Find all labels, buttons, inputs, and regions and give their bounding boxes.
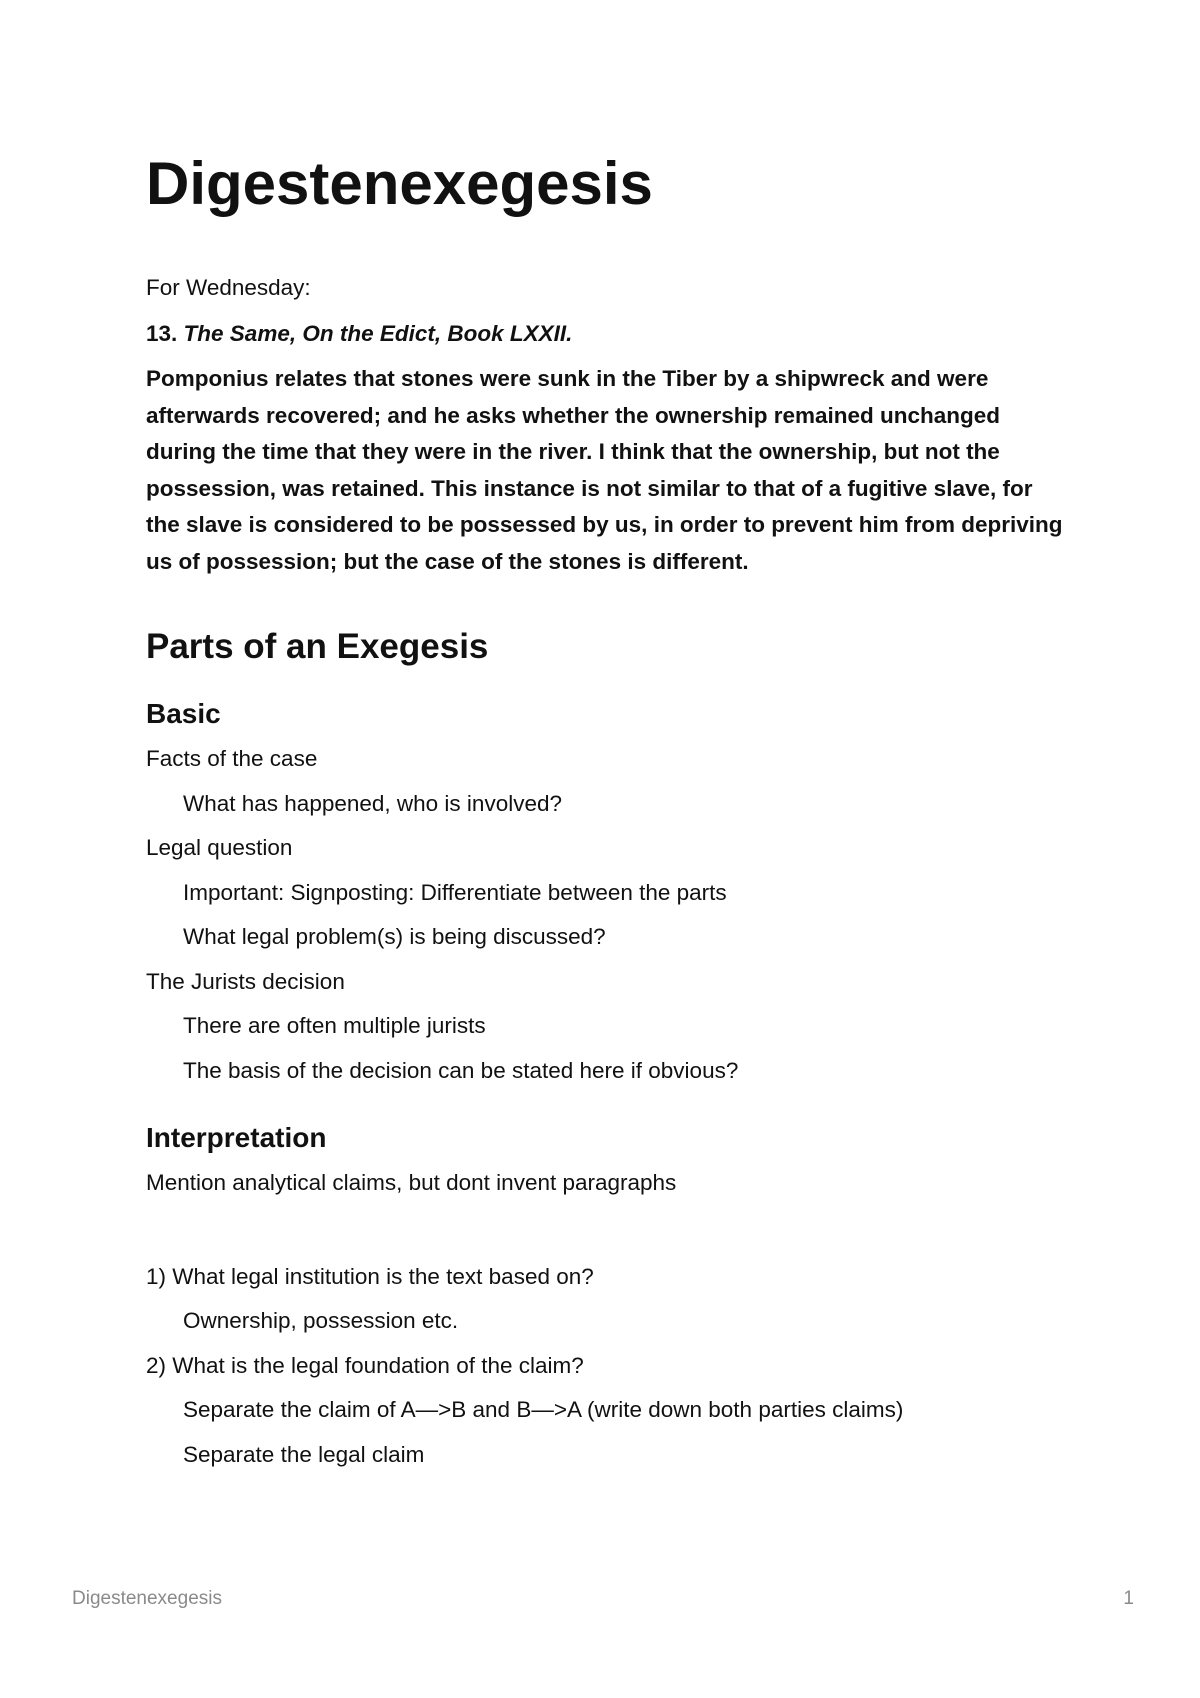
legal-question-subitem: Important: Signposting: Differentiate between the parts bbox=[183, 879, 727, 905]
basic-heading: Basic bbox=[146, 698, 221, 729]
facts-item: Facts of the case bbox=[146, 746, 318, 771]
document-title: Digestenexegesis bbox=[146, 150, 653, 217]
digest-quote: Pomponius relates that stones were sunk in the Tiber by a shipwreck and were afterwards recovered; and he asks whether the ownership remained unchanged during the time that they were in the river. I think that the ownership, but not the possession, was retained. This instance is not similar to that of a fugitive slave, for the slave is considered to be possessed by us, in order to prevent him from depriving us of possession; but the case of the stones is different. bbox=[146, 366, 1063, 574]
question-item: 2) What is the legal foundation of the claim? bbox=[146, 1352, 584, 1378]
page-number: 1 bbox=[1123, 1588, 1134, 1609]
question-subitem: Separate the legal claim bbox=[183, 1441, 425, 1467]
question-item: 1) What legal institution is the text based on? bbox=[146, 1263, 594, 1289]
document-body bbox=[146, 140, 1066, 1473]
legal-question-item: Legal question bbox=[146, 835, 293, 860]
reference-number: 13. bbox=[146, 320, 178, 346]
legal-question-subitem: What legal problem(s) is being discussed? bbox=[183, 924, 606, 949]
question-subitem: Separate the claim of A—>B and B—>A (write down both parties claims) bbox=[183, 1397, 904, 1422]
interpretation-note: Mention analytical claims, but dont invent paragraphs bbox=[146, 1170, 677, 1195]
decision-subitem: There are often multiple jurists bbox=[183, 1013, 486, 1038]
decision-subitem: The basis of the decision can be stated here if obvious? bbox=[183, 1057, 739, 1083]
reference-source: The Same, On the Edict, Book LXXII. bbox=[183, 320, 573, 346]
page-footer bbox=[72, 1588, 1134, 1610]
section-heading: Parts of an Exegesis bbox=[146, 627, 489, 666]
source-reference bbox=[146, 316, 1066, 353]
footer-title: Digestenexegesis bbox=[72, 1588, 222, 1609]
facts-subitem: What has happened, who is involved? bbox=[183, 790, 562, 816]
interpretation-heading: Interpretation bbox=[146, 1122, 327, 1153]
question-subitem: Ownership, possession etc. bbox=[183, 1308, 459, 1333]
intro-line: For Wednesday: bbox=[146, 275, 311, 300]
decision-item: The Jurists decision bbox=[146, 968, 345, 994]
blank-line bbox=[146, 1202, 1066, 1251]
